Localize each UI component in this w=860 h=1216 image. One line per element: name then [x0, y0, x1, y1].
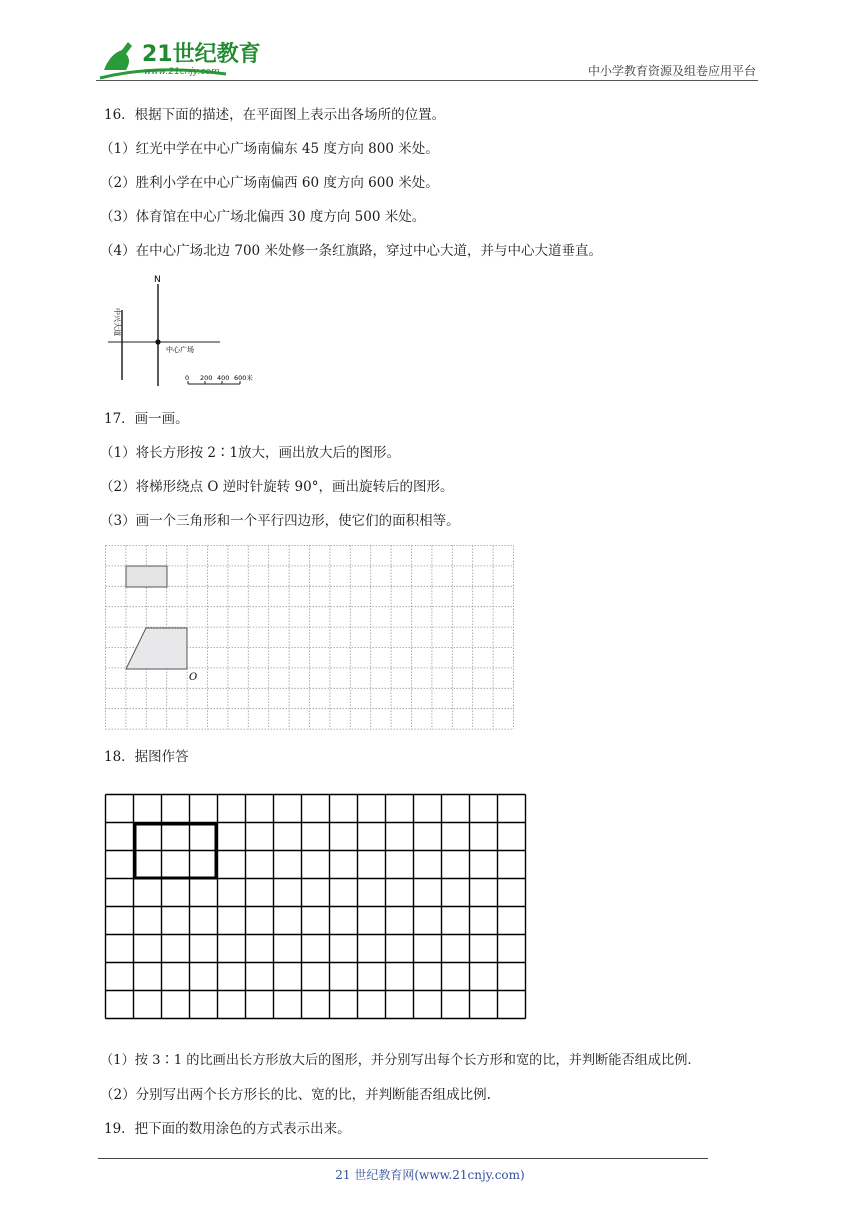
q16-title: 16．根据下面的描述，在平面图上表示出各场所的位置。	[104, 107, 446, 123]
center-label: 中心广场	[166, 346, 194, 354]
logo-text: 21世纪教育	[142, 42, 261, 67]
logo-url: www.21cnjy.com	[144, 67, 220, 77]
scale-label-200: 200	[200, 374, 213, 382]
point-o-label: O	[189, 672, 198, 683]
q16-map-figure	[100, 272, 270, 392]
q18-item-1: （1）按 3∶1 的比画出长方形放大后的图形，并分别写出每个长方形和宽的比，并判断能否组成比例.	[100, 1053, 692, 1068]
small-rectangle	[126, 566, 167, 587]
q16-item-4: （4）在中心广场北边 700 米处修一条红旗路，穿过中心大道，并与中心大道垂直。	[100, 243, 602, 259]
solid-grid-lines	[106, 795, 526, 1019]
scale-label-400: 400	[217, 374, 230, 382]
q17-dotted-grid	[104, 544, 514, 732]
q18-item-2: （2）分别写出两个长方形长的比、宽的比，并判断能否组成比例.	[100, 1087, 491, 1103]
q19-title: 19．把下面的数用涂色的方式表示出来。	[104, 1121, 351, 1137]
q17-title: 17．画一画。	[104, 411, 189, 427]
q17-item-2: （2）将梯形绕点 O 逆时针旋转 90°，画出旋转后的图形。	[100, 479, 454, 495]
scale-label-600: 600米	[234, 374, 253, 382]
q18-title: 18．据图作答	[104, 749, 189, 765]
platform-name: 中小学教育资源及组卷应用平台	[587, 64, 756, 78]
q18-solid-grid	[104, 793, 528, 1025]
header-divider	[96, 80, 758, 81]
q16-item-3: （3）体育馆在中心广场北偏西 30 度方向 500 米处。	[100, 209, 426, 225]
runner-icon	[104, 42, 132, 70]
center-point	[155, 339, 160, 344]
road-label: 中兴大道	[113, 308, 121, 336]
north-label: N	[154, 275, 161, 285]
trapezoid	[126, 628, 187, 669]
footer-text: 21 世纪教育网(www.21cnjy.com)	[335, 1168, 525, 1182]
site-logo	[96, 34, 266, 82]
q17-item-3: （3）画一个三角形和一个平行四边形，使它们的面积相等。	[100, 513, 460, 529]
scale-label-0: 0	[185, 374, 190, 382]
q16-item-1: （1）红光中学在中心广场南偏东 45 度方向 800 米处。	[100, 141, 439, 157]
footer-divider	[98, 1158, 708, 1159]
q17-item-1: （1）将长方形按 2∶1放大，画出放大后的图形。	[100, 445, 401, 461]
q16-item-2: （2）胜利小学在中心广场南偏西 60 度方向 600 米处。	[100, 175, 439, 191]
